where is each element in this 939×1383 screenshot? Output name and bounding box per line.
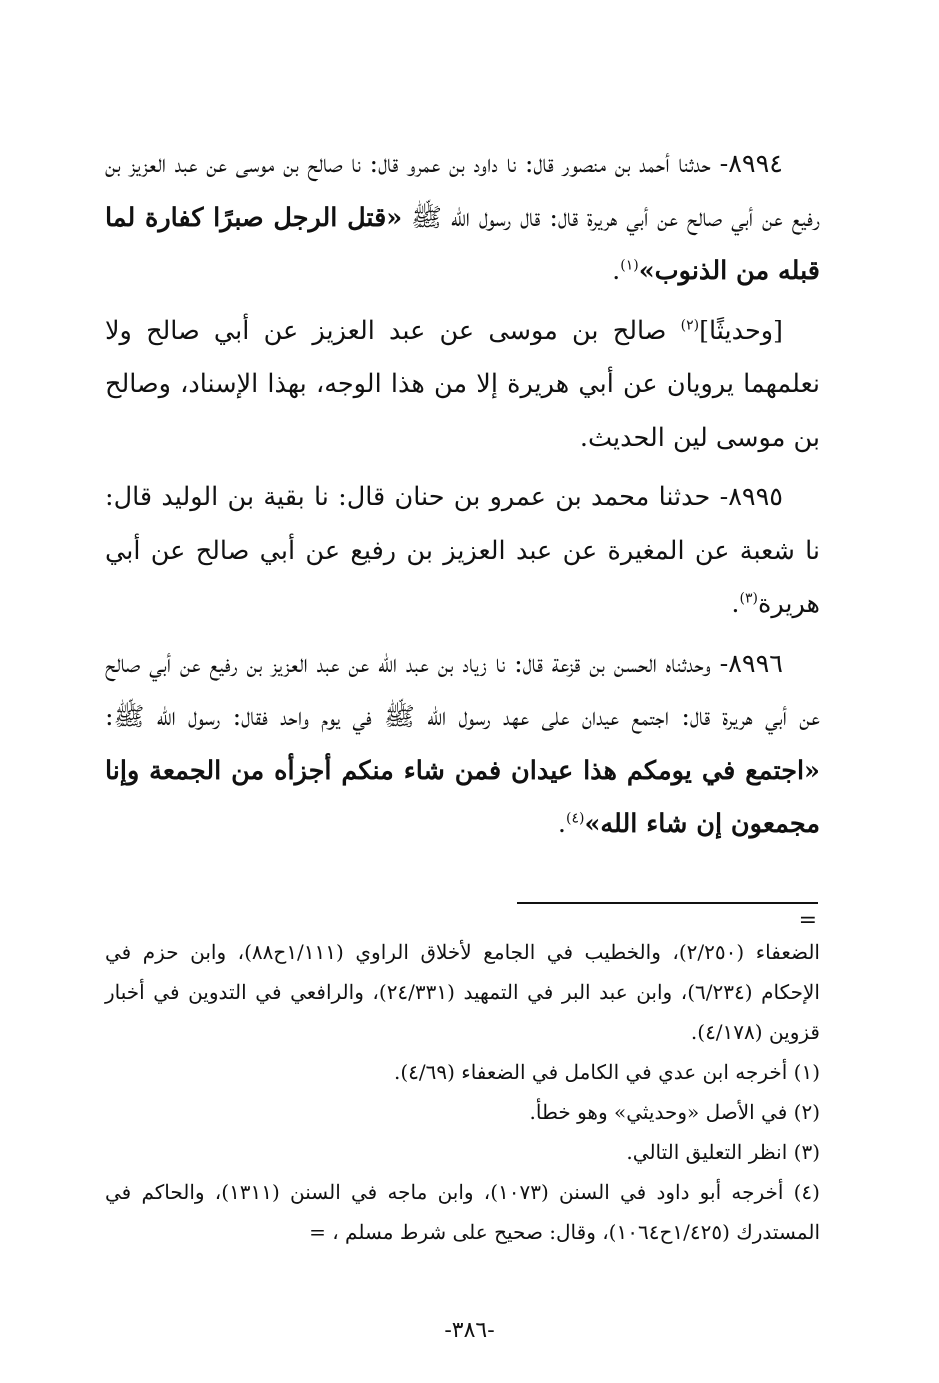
hadith-text: ٨٩٩٦- وحدثناه الحسن بن قزعة قال: نا زياد بن عبد الله عن عبد العزيز بن رفيع عن أبي صالح عن أبي هريرة قال: اجتمع عيدان على عهد رسول الله ﷺ في يوم واحد فقال: رسول الله ﷺ: xyxy=(105,648,820,732)
period: . xyxy=(731,589,740,619)
footnote-1: (١) أخرجه ابن عدي في الكامل في الضعفاء (٤/٦٩). xyxy=(393,1060,820,1084)
hadith-text: ٨٩٩٥- حدثنا محمد بن عمرو بن حنان قال: نا بقية بن الوليد قال: نا شعبة عن المغيرة عن عبد العزيز بن رفيع عن أبي صالح عن أبي هريرة xyxy=(105,482,820,619)
comment-text: صالح بن موسى عن عبد العزيز عن أبي صالح ولا نعلمهما يرويان عن أبي هريرة إلا من هذا الوجه، بهذا الإسناد، وصالح بن موسى لين الحديث. xyxy=(105,315,820,453)
footnote-3: (٣) انظر التعليق التالي. xyxy=(626,1140,820,1164)
footnote-ref-1: (١) xyxy=(620,257,639,274)
hadith-text: ٨٩٩٤- حدثنا أحمد بن منصور قال: نا داود بن عمرو قال: نا صالح بن موسى عن عبد العزيز بن رفيع عن أبي صالح عن أبي هريرة قال: قال رسول الله ﷺ xyxy=(105,149,820,233)
footnote-4: (٤) أخرجه أبو داود في السنن (١٠٧٣)، وابن ماجه في السنن (١٣١١)، والحاكم في المستدرك (١/٤٢٥ح١٠٦٤)، وقال: صحيح على شرط مسلم ، = xyxy=(105,1180,820,1244)
hadith-matn-bold: «قتل الرجل صبرًا كفارة لما قبله من الذنوب» xyxy=(105,202,820,286)
hadith-matn-bold: «اجتمع في يومكم هذا عيدان فمن شاء منكم أجزأه من الجمعة وإنا مجمعون إن شاء الله» xyxy=(105,755,820,839)
page-number: -٣٨٦- xyxy=(444,1318,495,1343)
main-text xyxy=(105,138,820,858)
footnotes xyxy=(105,932,820,1252)
hadith-8994 xyxy=(105,138,820,299)
footnote-carry-over: الضعفاء (٢/٢٥٠)، والخطيب في الجامع لأخلاق الراوي (١/١١١ح٨٨)، وابن حزم في الإحكام (٦/٢٣٤)، وابن عبد البر في التمهيد (٢٤/٣٣١)، والرافعي في التدوين في أخبار قزوين (٤/١٧٨). xyxy=(105,940,820,1044)
period: . xyxy=(557,809,566,839)
footnote-separator xyxy=(517,902,818,904)
comment-8994 xyxy=(105,305,820,466)
comment-text: [وحديثًا] xyxy=(699,315,783,346)
footnote-ref-3: (٣) xyxy=(739,590,758,607)
footnote-continuation-mark: = xyxy=(798,908,817,933)
period: . xyxy=(612,256,621,286)
hadith-8996 xyxy=(105,638,820,852)
footnote-ref-2: (٢) xyxy=(680,317,700,333)
hadith-8995 xyxy=(105,471,820,632)
footnote-2: (٢) في الأصل «وحديثي» وهو خطأ. xyxy=(529,1100,820,1124)
footnote-ref-4: (٤) xyxy=(565,810,585,827)
